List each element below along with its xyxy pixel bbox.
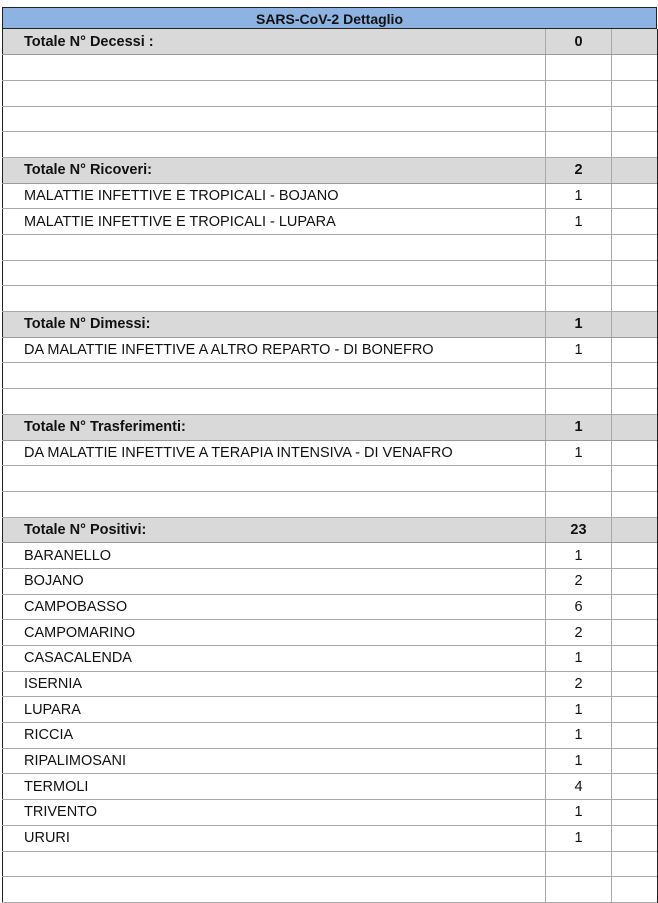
row-count: 2 — [546, 568, 612, 594]
empty-cell — [612, 363, 658, 389]
empty-cell — [612, 697, 658, 723]
section-label: Totale N° Positivi: — [3, 517, 546, 543]
table-row — [3, 800, 658, 826]
empty-row — [3, 877, 658, 903]
empty-row — [3, 235, 658, 261]
row-label — [3, 363, 546, 389]
table-row — [3, 748, 658, 774]
table-row — [3, 646, 658, 672]
empty-cell — [612, 825, 658, 851]
detail-table — [2, 29, 658, 903]
row-label: TERMOLI — [3, 774, 546, 800]
empty-cell — [612, 260, 658, 286]
empty-cell — [612, 414, 658, 440]
empty-cell — [612, 491, 658, 517]
empty-cell — [612, 312, 658, 338]
row-count — [546, 286, 612, 312]
row-count: 1 — [546, 440, 612, 466]
table-row — [3, 209, 658, 235]
row-count: 2 — [546, 620, 612, 646]
row-label — [3, 55, 546, 81]
empty-cell — [612, 157, 658, 183]
row-label: TRIVENTO — [3, 800, 546, 826]
empty-cell — [612, 183, 658, 209]
empty-cell — [612, 29, 658, 55]
row-label: BOJANO — [3, 568, 546, 594]
section-total: 23 — [546, 517, 612, 543]
empty-cell — [612, 774, 658, 800]
section-header-row — [3, 414, 658, 440]
empty-cell — [612, 235, 658, 261]
row-label: CASACALENDA — [3, 646, 546, 672]
row-count: 1 — [546, 337, 612, 363]
section-total: 0 — [546, 29, 612, 55]
empty-cell — [612, 877, 658, 903]
table-row — [3, 183, 658, 209]
table-row — [3, 337, 658, 363]
row-count: 4 — [546, 774, 612, 800]
empty-cell — [612, 440, 658, 466]
spreadsheet — [2, 7, 657, 903]
table-row — [3, 774, 658, 800]
empty-cell — [612, 800, 658, 826]
empty-row — [3, 363, 658, 389]
row-label: BARANELLO — [3, 543, 546, 569]
row-label — [3, 260, 546, 286]
empty-row — [3, 55, 658, 81]
empty-row — [3, 491, 658, 517]
row-label — [3, 80, 546, 106]
empty-cell — [612, 723, 658, 749]
table-row — [3, 825, 658, 851]
row-count: 1 — [546, 800, 612, 826]
section-label: Totale N° Dimessi: — [3, 312, 546, 338]
row-count — [546, 466, 612, 492]
empty-row — [3, 80, 658, 106]
row-label — [3, 106, 546, 132]
row-label — [3, 466, 546, 492]
row-label: MALATTIE INFETTIVE E TROPICALI - BOJANO — [3, 183, 546, 209]
table-row — [3, 594, 658, 620]
row-count: 6 — [546, 594, 612, 620]
empty-cell — [612, 337, 658, 363]
row-label: LUPARA — [3, 697, 546, 723]
row-label: MALATTIE INFETTIVE E TROPICALI - LUPARA — [3, 209, 546, 235]
row-label — [3, 286, 546, 312]
row-label: URURI — [3, 825, 546, 851]
empty-cell — [612, 466, 658, 492]
row-label — [3, 877, 546, 903]
table-row — [3, 543, 658, 569]
row-count — [546, 132, 612, 158]
row-count — [546, 851, 612, 877]
row-label: CAMPOMARINO — [3, 620, 546, 646]
empty-cell — [612, 594, 658, 620]
row-count: 1 — [546, 646, 612, 672]
section-header-row — [3, 517, 658, 543]
empty-cell — [612, 646, 658, 672]
empty-cell — [612, 286, 658, 312]
row-label — [3, 491, 546, 517]
row-count: 1 — [546, 723, 612, 749]
row-label: DA MALATTIE INFETTIVE A TERAPIA INTENSIVA - DI VENAFRO — [3, 440, 546, 466]
empty-cell — [612, 748, 658, 774]
section-header-row — [3, 312, 658, 338]
empty-cell — [612, 132, 658, 158]
empty-cell — [612, 209, 658, 235]
table-row — [3, 620, 658, 646]
section-header-row — [3, 157, 658, 183]
section-label: Totale N° Ricoveri: — [3, 157, 546, 183]
empty-cell — [612, 620, 658, 646]
row-count — [546, 877, 612, 903]
empty-cell — [612, 80, 658, 106]
row-label — [3, 389, 546, 415]
empty-row — [3, 466, 658, 492]
section-total: 1 — [546, 414, 612, 440]
row-label: RICCIA — [3, 723, 546, 749]
empty-cell — [612, 851, 658, 877]
table-row — [3, 671, 658, 697]
empty-cell — [612, 517, 658, 543]
empty-row — [3, 260, 658, 286]
row-count — [546, 389, 612, 415]
empty-row — [3, 132, 658, 158]
row-count: 1 — [546, 825, 612, 851]
row-count: 1 — [546, 748, 612, 774]
detail-table-body — [3, 29, 658, 902]
row-label: DA MALATTIE INFETTIVE A ALTRO REPARTO - DI BONEFRO — [3, 337, 546, 363]
row-label: ISERNIA — [3, 671, 546, 697]
row-count — [546, 80, 612, 106]
section-total: 1 — [546, 312, 612, 338]
row-count: 1 — [546, 209, 612, 235]
empty-row — [3, 851, 658, 877]
row-label: RIPALIMOSANI — [3, 748, 546, 774]
empty-cell — [612, 543, 658, 569]
empty-cell — [612, 568, 658, 594]
section-header-row — [3, 29, 658, 55]
row-count — [546, 260, 612, 286]
row-count: 1 — [546, 183, 612, 209]
row-count: 1 — [546, 697, 612, 723]
row-label — [3, 235, 546, 261]
sheet-title: SARS-CoV-2 Dettaglio — [2, 7, 657, 29]
empty-cell — [612, 55, 658, 81]
row-label: CAMPOBASSO — [3, 594, 546, 620]
table-row — [3, 568, 658, 594]
empty-cell — [612, 106, 658, 132]
row-count — [546, 55, 612, 81]
empty-cell — [612, 389, 658, 415]
row-count — [546, 363, 612, 389]
table-row — [3, 697, 658, 723]
empty-row — [3, 389, 658, 415]
row-count — [546, 106, 612, 132]
row-count — [546, 235, 612, 261]
section-label: Totale N° Trasferimenti: — [3, 414, 546, 440]
row-label — [3, 132, 546, 158]
empty-cell — [612, 671, 658, 697]
row-count: 2 — [546, 671, 612, 697]
section-label: Totale N° Decessi : — [3, 29, 546, 55]
empty-row — [3, 286, 658, 312]
table-row — [3, 723, 658, 749]
empty-row — [3, 106, 658, 132]
row-count: 1 — [546, 543, 612, 569]
row-label — [3, 851, 546, 877]
section-total: 2 — [546, 157, 612, 183]
row-count — [546, 491, 612, 517]
table-row — [3, 440, 658, 466]
